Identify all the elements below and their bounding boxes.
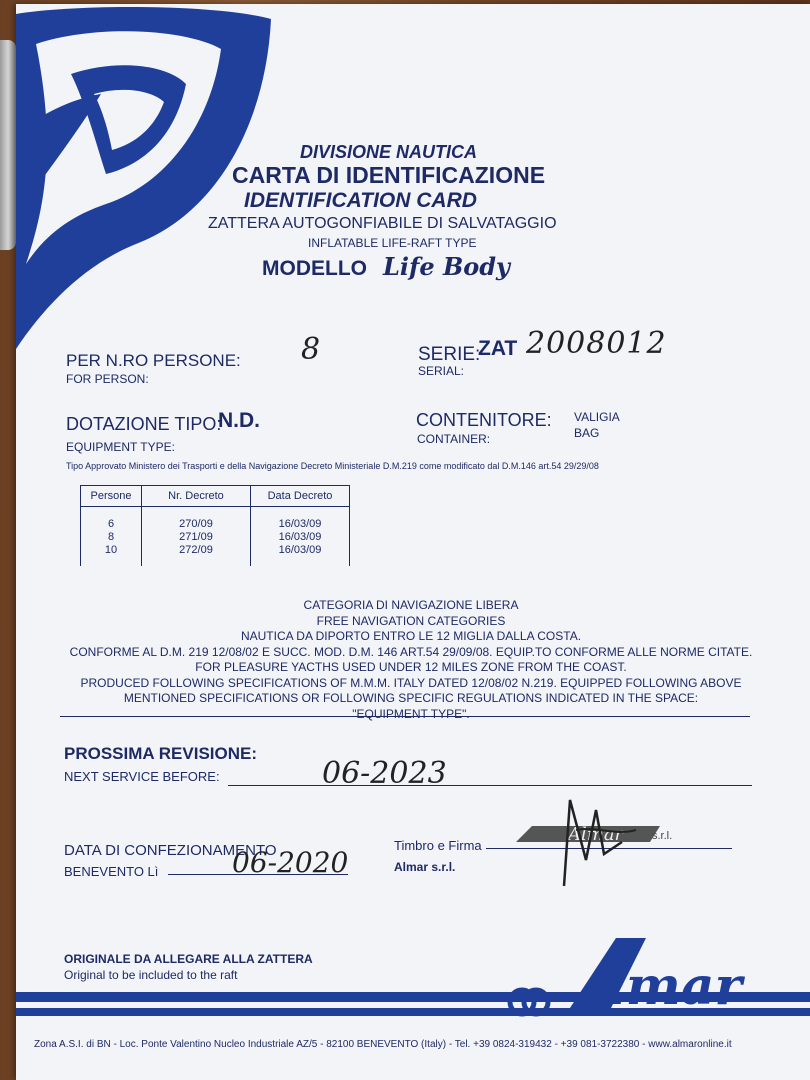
nav-line: NAUTICA DA DIPORTO ENTRO LE 12 MIGLIA DALLA COSTA.: [240, 629, 582, 643]
serial-label: SERIE:: [418, 344, 481, 365]
divider: [60, 716, 750, 717]
table-header: Data Decreto: [251, 486, 350, 507]
division-title: DIVISIONE NAUTICA: [300, 142, 478, 162]
table-cell: 272/09: [142, 543, 251, 556]
navigation-block: [36, 598, 786, 722]
equipment-label: DOTAZIONE TIPO:: [66, 414, 222, 434]
svg-text:Almar: Almar: [568, 824, 624, 845]
container-value-it: VALIGIA: [574, 410, 620, 424]
service-label-en: NEXT SERVICE BEFORE:: [64, 769, 220, 784]
table-cell: 16/03/09: [251, 543, 350, 556]
nav-line: CONFORME AL D.M. 219 12/08/02 E SUCC. MOD. D.M. 146 ART.54 29/09/08. EQUIP.TO CONFORME ALLE NORME CITATE.: [69, 644, 753, 659]
identification-card-document: [16, 4, 810, 1080]
table-cell: 6: [81, 517, 142, 530]
stamp-label: Timbro e Firma: [394, 838, 482, 853]
equipment-value: N.D.: [218, 409, 260, 432]
card-title-en: IDENTIFICATION CARD: [244, 189, 477, 212]
nav-line: FREE NAVIGATION CATEGORIES: [316, 613, 506, 628]
almar-brand-logo: [496, 932, 786, 1028]
raft-subtitle-en: INFLATABLE LIFE-RAFT TYPE: [308, 236, 477, 250]
packing-label: DATA DI CONFEZIONAMENTO: [64, 842, 277, 859]
svg-text:lmar: lmar: [606, 956, 742, 1017]
table-cell: 16/03/09: [251, 517, 350, 530]
persons-label: PER N.RO PERSONE:: [66, 351, 241, 370]
table-header: Persone: [81, 486, 142, 507]
table-header: Nr. Decreto: [142, 486, 251, 507]
original-label-en: Original to be included to the raft: [64, 968, 238, 982]
raft-subtitle-it: ZATTERA AUTOGONFIABILE DI SALVATAGGIO: [208, 215, 557, 232]
persons-label-en: FOR PERSON:: [66, 372, 149, 386]
container-value-en: BAG: [574, 426, 600, 440]
stamp-srl: s.r.l.: [652, 830, 673, 842]
model-name: Life Body: [383, 252, 510, 281]
serial-value: 2008012: [526, 326, 667, 361]
nav-line: MENTIONED SPECIFICATIONS OR FOLLOWING SPECIFIC REGULATIONS INDICATED IN THE SPACE:: [123, 691, 699, 705]
container-label-en: CONTAINER:: [417, 432, 491, 446]
card-title-it: CARTA DI IDENTIFICAZIONE: [232, 162, 546, 188]
service-date: 06-2023: [322, 756, 447, 791]
handwritten-signature: [546, 790, 646, 894]
service-underline: [228, 785, 752, 786]
decree-table: [80, 485, 350, 566]
table-cell: 271/09: [142, 530, 251, 543]
original-label: ORIGINALE DA ALLEGARE ALLA ZATTERA: [64, 952, 313, 966]
table-row: [81, 517, 350, 530]
nav-line: PRODUCED FOLLOWING SPECIFICATIONS OF M.M.M. ITALY DATED 12/08/02 N.219. EQUIPPED FOLLOWING ABOVE: [80, 675, 742, 690]
table-row: [81, 530, 350, 543]
serial-label-en: SERIAL:: [418, 364, 465, 378]
model-label: MODELLO: [262, 257, 367, 280]
container-label: CONTENITORE:: [416, 410, 552, 430]
packing-date: 06-2020: [232, 846, 349, 879]
table-cell: 10: [81, 543, 142, 556]
serial-prefix: ZAT: [478, 337, 518, 360]
packing-place: BENEVENTO Lì: [64, 864, 159, 879]
table-cell: 270/09: [142, 517, 251, 530]
table-cell: 16/03/09: [251, 530, 350, 543]
stamp-company: Almar s.r.l.: [394, 860, 456, 874]
equipment-label-en: EQUIPMENT TYPE:: [66, 440, 175, 454]
service-label: PROSSIMA REVISIONE:: [64, 744, 258, 763]
table-row: [81, 543, 350, 556]
metal-hinge: [0, 40, 16, 250]
table-cell: 8: [81, 530, 142, 543]
approval-note: Tipo Approvato Ministero dei Trasporti e della Navigazione Decreto Ministeriale D.M.219 come modificato dal D.M.146 art.54 29/29/08: [66, 461, 599, 471]
persons-value: 8: [301, 332, 321, 367]
footer-address: Zona A.S.I. di BN - Loc. Ponte Valentino Nucleo Industriale AZ/5 - 82100 BENEVENTO (Italy) - Tel. +39 0824-319432 - +39 081-3722380 - www.almaronline.it: [34, 1039, 732, 1050]
nav-line: CATEGORIA DI NAVIGAZIONE LIBERA: [303, 598, 519, 612]
nav-line: FOR PLEASURE YACTHS USED UNDER 12 MILES ZONE FROM THE COAST.: [195, 660, 627, 674]
nav-line: "EQUIPMENT TYPE".: [352, 706, 470, 721]
